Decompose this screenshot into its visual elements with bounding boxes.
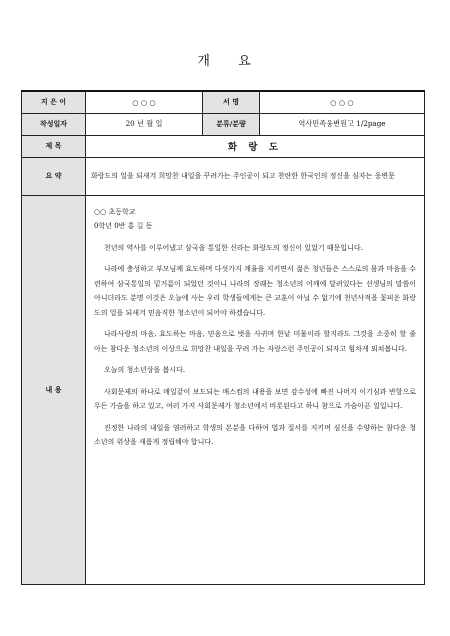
summary-label: 요 약 xyxy=(22,157,86,195)
speaker-line: 0학년 0반 홍 길 동 xyxy=(94,222,153,230)
content-paragraph: 오늘의 청소년상을 봅시다. xyxy=(104,366,186,374)
content-paragraph: 나라에 충성하고 부모님께 효도하며 다섯가지 계율을 지키면서 젊은 청년들은 스스로의 몸과 마음을 수련하여 삼국통일의 밑거름이 되었던 것이니 나라의 장래는 청소년의 어깨에 달려있다는 선생님의 말씀이 아니더라도 분명 이것은 오늘에 사는 우리 학생들에게는 큰 교훈이 아닐 수 없기에 천년사적을 꽃피운 화랑도의 얼을 되새겨 믿음직한 청소년이 되어야 하겠습니다. xyxy=(94,265,416,317)
content-paragraph: 천년의 역사를 이루어냈고 삼국을 통일한 신라는 화랑도의 정신이 있었기 때문입니다. xyxy=(104,243,363,252)
outline-form xyxy=(21,90,425,585)
name-label: 서 명 xyxy=(203,91,260,113)
subject-value: 화 랑 도 xyxy=(86,135,425,157)
summary-value: 화랑도의 얼을 되새겨 희망찬 내일을 꾸려가는 주인공이 되고 찬란한 한국인의 정신을 심자는 웅변문 xyxy=(86,157,425,195)
page-title: 개 요 xyxy=(197,54,253,69)
school-line: ○○ 초등학교 xyxy=(94,207,136,216)
category-label: 분류/분량 xyxy=(203,113,260,135)
author-label: 지 은 이 xyxy=(22,91,86,113)
content-body xyxy=(86,195,425,584)
content-paragraph: 나라사랑의 마음, 효도하는 마음, 믿음으로 벗을 사귀며 한낱 미물이라 할지라도 그것을 소중히 할 줄 아는 참다운 청소년의 이상으로 희망찬 내일을 꾸려 가는 자랑스런 주인공이 되자고 힘차게 외쳐봅니다. xyxy=(94,330,416,353)
content-paragraph: 사회문제의 하나로 매일같이 보도되는 매스컴의 내용을 보면 감수성에 빠진 나머지 이기심과 반항으로 무든 가슴을 하고 있고, 여러 가지 사회문제가 청소년에서 비롯된다고 하니 참으로 가슴아픈 일입니다. xyxy=(94,387,416,410)
name-value: ○ ○ ○ xyxy=(260,91,425,113)
content-label: 내 용 xyxy=(22,195,86,584)
author-value: ○ ○ ○ xyxy=(86,91,203,113)
date-value: 20 년 월 일 xyxy=(86,113,203,135)
category-value: 역사민족웅변원고 1/2page xyxy=(260,113,425,135)
content-paragraph: 진정한 나라의 내일을 염려하고 학생의 본분을 다하여 법과 질서를 지키며 심신을 수양하는 참다운 청소년의 위상을 새롭게 정립해야 합니다. xyxy=(94,423,416,446)
date-label: 작성일자 xyxy=(22,113,86,135)
subject-label: 제 목 xyxy=(22,135,86,157)
